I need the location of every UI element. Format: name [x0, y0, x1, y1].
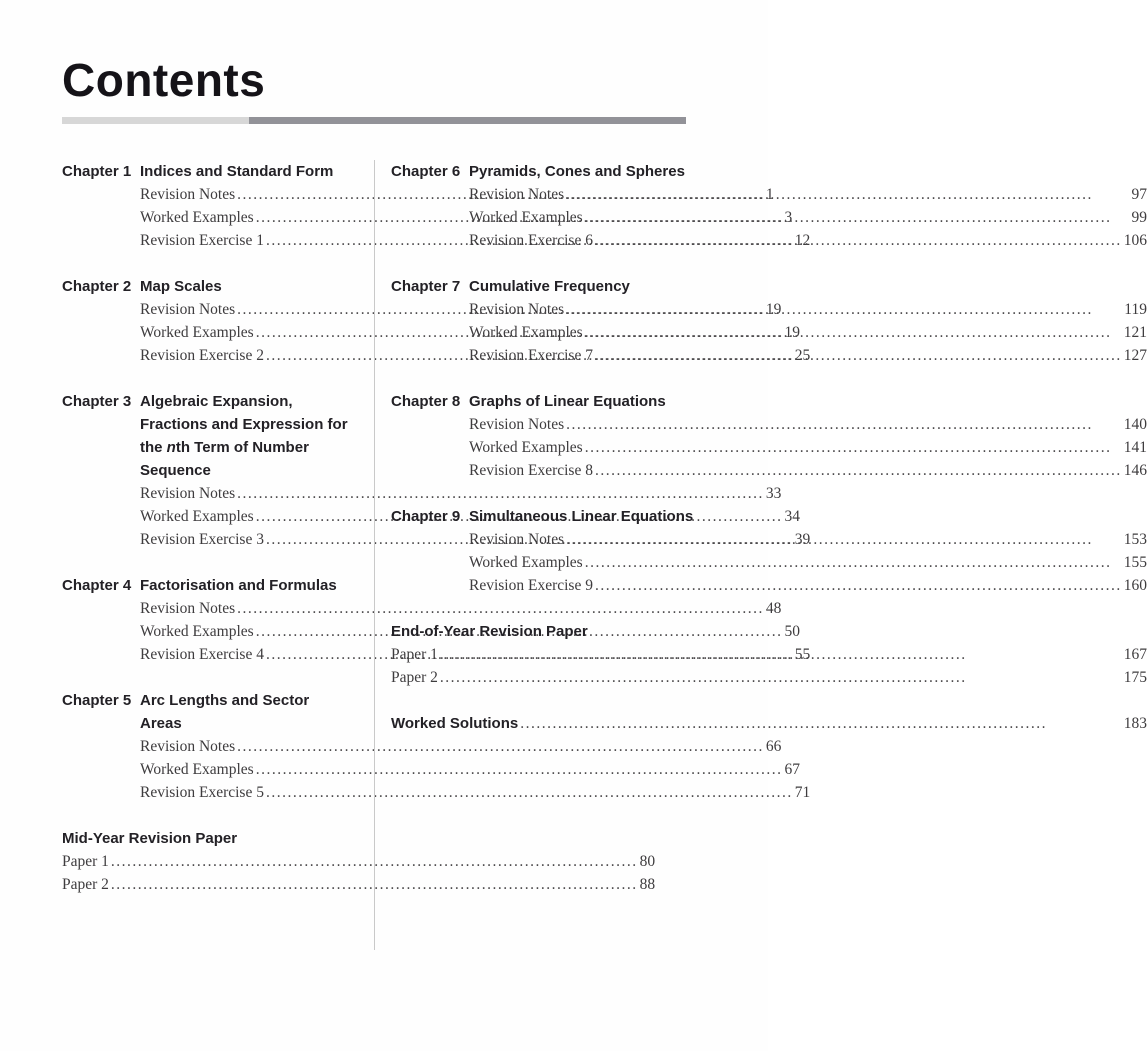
toc-page-number: 127 [1123, 347, 1147, 365]
toc-dot-leader [566, 298, 1122, 321]
toc-dot-leader [566, 183, 1129, 206]
toc-dot-leader [566, 413, 1122, 436]
toc-page-number: 106 [1123, 232, 1147, 250]
toc-page-number: 97 [1131, 186, 1147, 204]
chapter-label: Chapter 1 [62, 163, 132, 181]
toc-dot-leader [440, 666, 1122, 689]
toc-entry [469, 436, 1147, 459]
toc-dot-leader [585, 321, 1122, 344]
toc-page-number: 175 [1123, 669, 1147, 687]
chapter-label: Chapter 5 [62, 692, 132, 710]
chapter-title: Indices and Standard Form [140, 163, 334, 181]
chapter-label: Chapter 9 [391, 508, 461, 526]
toc-entry-label: Worked Examples [469, 439, 583, 457]
toc-entry-label: Worked Examples [469, 324, 583, 342]
worked-solutions-entry [391, 712, 1147, 735]
toc-entry-label: Paper 1 [62, 853, 109, 871]
section-title: End-of-Year Revision Paper [391, 623, 588, 641]
toc-entry-label: Revision Exercise 8 [469, 462, 593, 480]
toc-entry-label: Worked Examples [469, 209, 583, 227]
toc-entry [140, 206, 793, 229]
toc-entry-label: Revision Notes [469, 416, 565, 434]
toc-page-number: 12 [794, 232, 811, 250]
toc-dot-leader [520, 712, 1122, 735]
toc-dot-leader [585, 551, 1122, 574]
toc-page-number: 19 [765, 301, 782, 319]
title-accent-bar [62, 117, 686, 124]
toc-entry [469, 413, 1147, 436]
toc-entry-label: Revision Exercise 7 [469, 347, 593, 365]
toc-page-number: 88 [639, 876, 656, 894]
chapter-label: Chapter 6 [391, 163, 461, 181]
toc-columns [62, 160, 1147, 950]
toc-entry-label: Revision Notes [469, 186, 565, 204]
toc-page-number: 80 [639, 853, 656, 871]
toc-entry-label: Revision Exercise 5 [140, 784, 264, 802]
toc-column-right [391, 160, 1147, 950]
chapter-label: Chapter 2 [62, 278, 132, 296]
toc-dot-leader [595, 229, 1122, 252]
toc-dot-leader [585, 206, 1130, 229]
toc-page-number: 141 [1123, 439, 1147, 457]
chapter-6-block [391, 160, 1147, 252]
toc-page-number: 153 [1123, 531, 1147, 549]
toc-dot-leader [440, 643, 1122, 666]
chapter-9-block [391, 505, 1147, 597]
toc-page-number: 19 [784, 324, 800, 342]
chapter-label: Chapter 4 [62, 577, 132, 595]
toc-entry-label: Worked Examples [140, 508, 254, 526]
toc-page-number: 167 [1123, 646, 1147, 664]
toc-entry-label: Revision Exercise 4 [140, 646, 264, 664]
toc-entry [469, 344, 1147, 367]
toc-entry-label: Revision Exercise 1 [140, 232, 264, 250]
chapter-title: Graphs of Linear Equations [469, 393, 666, 411]
chapter-title: Pyramids, Cones and Spheres [469, 163, 685, 181]
toc-entry [62, 850, 656, 873]
chapter-title: Arc Lengths and Sector Areas [140, 692, 310, 733]
column-divider [374, 160, 375, 950]
section-title: Mid-Year Revision Paper [62, 830, 238, 848]
toc-page-number: 140 [1123, 416, 1147, 434]
toc-entry [391, 643, 1147, 666]
toc-entry [140, 482, 782, 505]
toc-page-number: 50 [784, 623, 800, 641]
toc-entry [469, 551, 1147, 574]
toc-entry [391, 666, 1147, 689]
toc-dot-leader [585, 436, 1122, 459]
toc-entry-label: Revision Notes [140, 600, 236, 618]
toc-entry [140, 781, 811, 804]
toc-page-number: 183 [1123, 715, 1147, 733]
toc-entry [469, 321, 1147, 344]
toc-page-number: 146 [1123, 462, 1147, 480]
chapter-label: Chapter 8 [391, 393, 461, 411]
toc-page-number: 119 [1124, 301, 1147, 319]
toc-entry [469, 528, 1147, 551]
toc-page-number: 48 [765, 600, 782, 618]
chapter-label: Chapter 7 [391, 278, 461, 296]
chapter-title: Simultaneous Linear Equations [469, 508, 694, 526]
toc-entry [140, 321, 800, 344]
toc-entry-label: Paper 2 [391, 669, 438, 687]
toc-entry [140, 758, 800, 781]
toc-entry [469, 459, 1147, 482]
toc-entry-label: Revision Notes [469, 301, 565, 319]
chapter-title: Factorisation and Formulas [140, 577, 337, 595]
toc-page-number: 155 [1123, 554, 1147, 572]
chapter-title: Cumulative Frequency [469, 278, 630, 296]
chapter-7-block [391, 275, 1147, 367]
toc-page-number: 1 [765, 186, 774, 204]
toc-entry-label: Worked Examples [140, 209, 254, 227]
toc-entry [469, 183, 1147, 206]
chapter-title: Algebraic Expansion, Fractions and Expression for the nth Term of Number Sequence [140, 393, 348, 480]
toc-entry-label: Worked Examples [469, 554, 583, 572]
toc-entry-label: Paper 2 [62, 876, 109, 894]
toc-entry-label: Revision Notes [469, 531, 565, 549]
toc-page-number: 71 [794, 784, 811, 802]
chapter-label: Chapter 3 [62, 393, 132, 411]
toc-dot-leader [595, 459, 1122, 482]
toc-entry-label: Revision Exercise 3 [140, 531, 264, 549]
toc-entry-label: Paper 1 [391, 646, 438, 664]
toc-page-number: 34 [784, 508, 800, 526]
toc-dot-leader [595, 344, 1122, 367]
end-of-year-revision-section [391, 620, 1147, 689]
toc-entry-label: Revision Notes [140, 186, 236, 204]
toc-entry [140, 735, 782, 758]
toc-page-number: 3 [784, 209, 793, 227]
toc-page-number: 160 [1123, 577, 1147, 595]
toc-entry [469, 229, 1147, 252]
toc-entry-label: Worked Examples [140, 324, 254, 342]
toc-entry [469, 574, 1147, 597]
toc-dot-leader [566, 528, 1122, 551]
mid-year-revision-section [62, 827, 656, 896]
toc-page-number: 55 [794, 646, 811, 664]
toc-entry-label: Revision Notes [140, 301, 236, 319]
toc-entry [140, 183, 774, 206]
toc-entry-label: Revision Exercise 2 [140, 347, 264, 365]
toc-page-number: 33 [765, 485, 782, 503]
toc-entry [469, 298, 1147, 321]
chapter-title: Map Scales [140, 278, 222, 296]
toc-entry [140, 597, 782, 620]
toc-entry-label: Worked Examples [140, 623, 254, 641]
toc-page-number: 39 [794, 531, 811, 549]
toc-page-number: 99 [1131, 209, 1147, 227]
toc-entry [140, 298, 782, 321]
toc-page-number: 121 [1123, 324, 1147, 342]
toc-page-number: 66 [765, 738, 782, 756]
page-title: Contents [62, 54, 266, 106]
worked-solutions-title: Worked Solutions [391, 715, 519, 733]
chapter-8-block [391, 390, 1147, 482]
toc-entry-label: Revision Exercise 9 [469, 577, 593, 595]
toc-page-number: 25 [794, 347, 811, 365]
toc-entry-label: Revision Notes [140, 485, 236, 503]
toc-entry [469, 206, 1147, 229]
toc-entry-label: Worked Examples [140, 761, 254, 779]
toc-dot-leader [595, 574, 1122, 597]
toc-entry [62, 873, 656, 896]
toc-page-number: 67 [784, 761, 800, 779]
toc-entry-label: Revision Notes [140, 738, 236, 756]
toc-entry-label: Revision Exercise 6 [469, 232, 593, 250]
